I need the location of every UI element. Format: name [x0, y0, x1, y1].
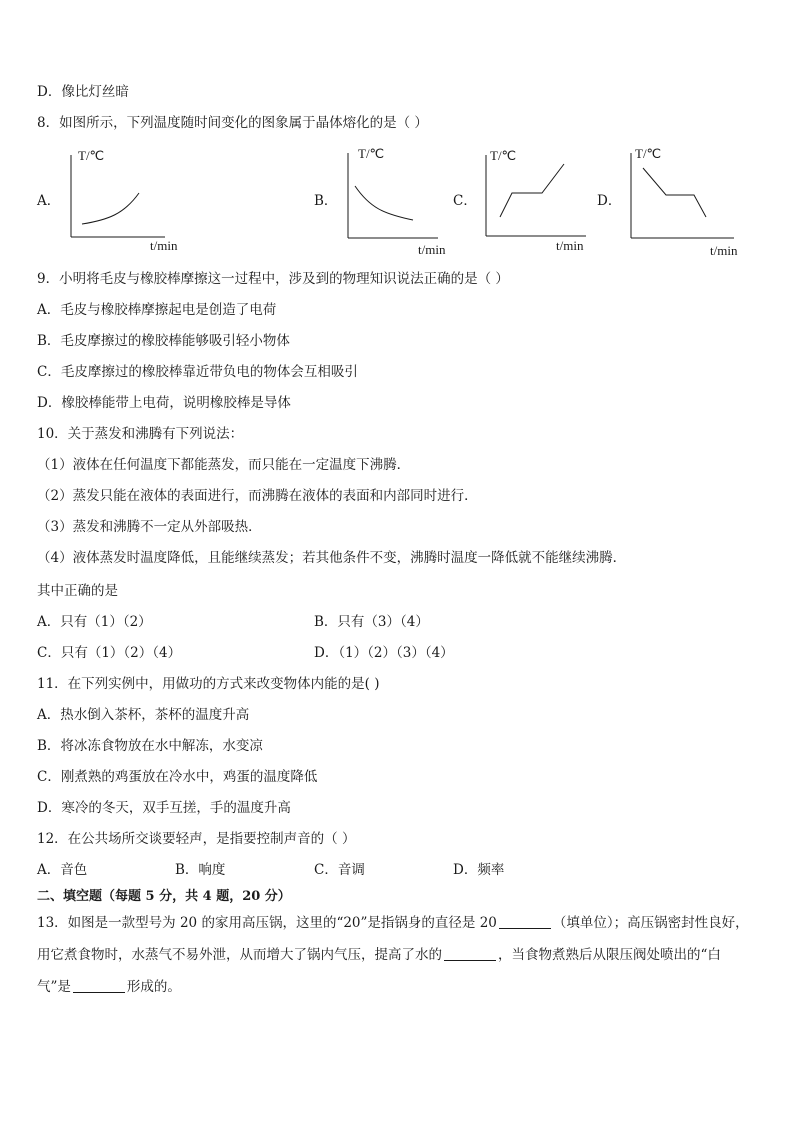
q11-option-c: C．刚煮熟的鸡蛋放在冷水中，鸡蛋的温度降低 [37, 769, 318, 785]
graph-a-y-axis-label: T/℃ [78, 148, 105, 163]
q8-graph-a [60, 140, 190, 258]
q8-graph-a-label: A． [37, 193, 61, 209]
q8-graph-d [624, 140, 749, 262]
q10-statement-4: （4）液体蒸发时温度降低，且能继续蒸发；若其他条件不变，沸腾时温度一降低就不能继续沸腾． [37, 550, 627, 566]
q12-option-b: B．响度 [175, 862, 226, 878]
q9-option-a: A．毛皮与橡胶棒摩擦起电是创造了电荷 [37, 302, 277, 318]
q10-statement-1: （1）液体在任何温度下都能蒸发，而只能在一定温度下沸腾． [37, 457, 411, 473]
graph-a-x-axis-label: t/min [150, 238, 178, 253]
graph-c-y-axis-label: T/℃ [490, 148, 517, 163]
q13-line-1-text-a: 13．如图是一款型号为 20 的家用高压锅，这里的“20”是指锅身的直径是 20 [37, 915, 497, 931]
graph-c-x-axis-label: t/min [556, 238, 584, 253]
graph-b-curve [355, 186, 413, 220]
q11-option-b: B．将冰冻食物放在水中解冻，水变凉 [37, 738, 263, 754]
q10-stem: 10．关于蒸发和沸腾有下列说法： [37, 426, 244, 442]
q13-blank-1[interactable] [499, 914, 551, 929]
graph-a-curve [82, 193, 139, 224]
q12-option-d: D．频率 [453, 862, 505, 878]
q7-option-d: D．像比灯丝暗 [37, 84, 129, 100]
q9-option-b: B．毛皮摩擦过的橡胶棒能够吸引轻小物体 [37, 333, 290, 349]
q9-stem: 9．小明将毛皮与橡胶棒摩擦这一过程中，涉及到的物理知识说法正确的是（ ） [37, 271, 509, 287]
q10-option-c: C．只有（1）（2）（4） [37, 645, 182, 661]
q13-blank-3[interactable] [73, 978, 125, 993]
q8-graph-b [340, 140, 460, 262]
q11-stem: 11．在下列实例中，用做功的方式来改变物体内能的是( ) [37, 676, 380, 692]
q10-question: 其中正确的是 [37, 583, 118, 599]
q13-line-2-text-b: ，当食物煮熟后从限压阀处喷出的“白 [498, 947, 721, 963]
q10-option-d: D．（1）（2）（3）（4） [314, 645, 454, 661]
q13-line-3 [37, 978, 181, 996]
q11-option-a: A．热水倒入茶杯，茶杯的温度升高 [37, 707, 250, 723]
q10-option-a: A．只有（1）（2） [37, 614, 152, 630]
q9-option-c: C．毛皮摩擦过的橡胶棒靠近带负电的物体会互相吸引 [37, 364, 358, 380]
q13-line-1-text-b: （填单位）；高压锅密封性良好， [552, 915, 749, 931]
q12-option-c: C．音调 [314, 862, 365, 878]
q8-graph-d-label: D． [597, 193, 622, 209]
q13-line-1 [37, 914, 749, 932]
graph-d-x-axis-label: t/min [710, 243, 738, 258]
graph-d-curve [643, 168, 706, 217]
q8-graph-c [480, 142, 600, 260]
q10-statement-2: （2）蒸发只能在液体的表面进行，而沸腾在液体的表面和内部同时进行． [37, 488, 478, 504]
q8-graph-b-label: B． [314, 193, 338, 209]
q10-option-b: B．只有（3）（4） [314, 614, 429, 630]
q10-statement-3: （3）蒸发和沸腾不一定从外部吸热． [37, 519, 262, 535]
graph-b-y-axis-label: T/℃ [358, 146, 385, 161]
graph-b-x-axis-label: t/min [418, 242, 446, 257]
q12-option-a: A．音色 [37, 862, 88, 878]
q12-stem: 12．在公共场所交谈要轻声，是指要控制声音的（ ） [37, 831, 356, 847]
q13-line-3-text-a: 气”是 [37, 979, 71, 995]
q13-line-3-text-b: 形成的。 [126, 979, 181, 995]
q8-graph-c-label: C． [453, 193, 477, 209]
graph-d-y-axis-label: T/℃ [635, 146, 662, 161]
q13-line-2-text-a: 用它煮食物时，水蒸气不易外泄，从而增大了锅内气压，提高了水的 [37, 947, 442, 963]
q9-option-d: D．橡胶棒能带上电荷，说明橡胶棒是导体 [37, 395, 291, 411]
q11-option-d: D．寒冷的冬天，双手互搓，手的温度升高 [37, 800, 291, 816]
q8-stem: 8．如图所示，下列温度随时间变化的图象属于晶体熔化的是（ ） [37, 115, 428, 131]
q13-line-2 [37, 946, 721, 964]
graph-c-curve [500, 164, 564, 217]
q13-blank-2[interactable] [444, 946, 496, 961]
section-2-heading: 二、填空题（每题 5 分，共 4 题，20 分） [37, 889, 291, 904]
